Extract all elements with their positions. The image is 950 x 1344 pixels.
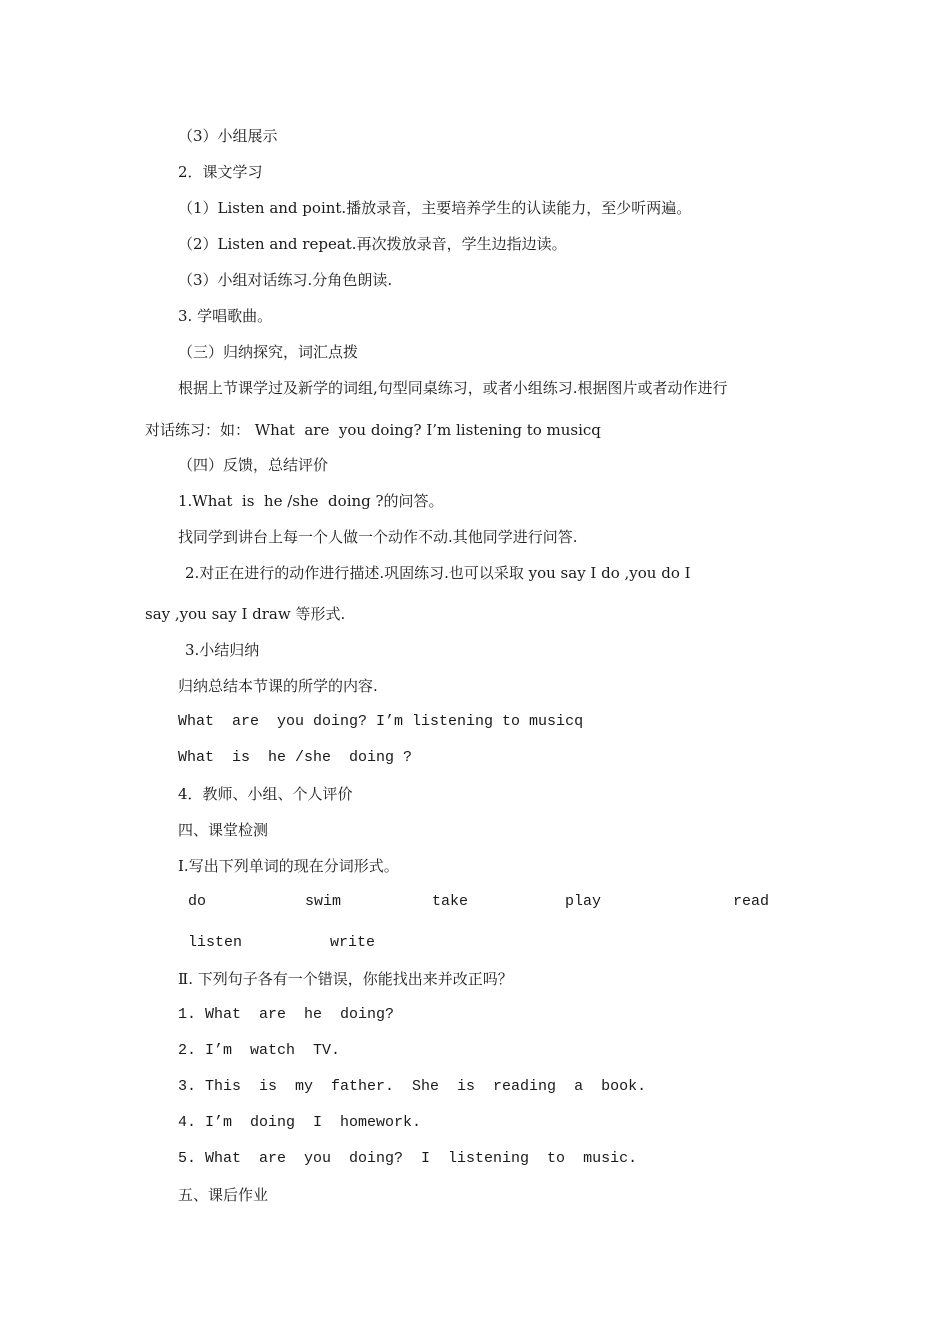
word-item: swim xyxy=(305,893,342,910)
word-item: listen xyxy=(188,934,243,951)
doc-line: （四）反馈，总结评价 xyxy=(178,456,329,474)
doc-line: say ,you say I draw 等形式. xyxy=(145,605,346,623)
doc-line: （3）小组展示 xyxy=(178,127,278,145)
doc-line: 1.What is he /she doing ?的问答。 xyxy=(178,492,444,510)
doc-line: 五、课后作业 xyxy=(178,1186,269,1204)
doc-line: What are you doing? I’m listening to musicq xyxy=(178,713,584,730)
doc-line: What is he /she doing ? xyxy=(178,749,413,766)
doc-line: 找同学到讲台上每一个人做一个动作不动.其他同学进行问答. xyxy=(178,528,578,546)
doc-line: 归纳总结本节课的所学的内容. xyxy=(178,677,378,695)
doc-line: 1. What are he doing? xyxy=(178,1006,395,1023)
doc-line: 3. 学唱歌曲。 xyxy=(178,307,273,325)
doc-line: 2. I’m watch TV. xyxy=(178,1042,341,1059)
doc-line: 根据上节课学过及新学的词组,句型同桌练习，或者小组练习.根据图片或者动作进行 xyxy=(178,379,728,397)
doc-line: 3.小结归纳 xyxy=(185,641,260,659)
doc-line: 3. This is my father. She is reading a book. xyxy=(178,1078,647,1095)
doc-line: 5. What are you doing? I listening to music. xyxy=(178,1150,638,1167)
doc-line: （三）归纳探究，词汇点拨 xyxy=(178,343,359,361)
doc-line: Ⅰ.写出下列单词的现在分词形式。 xyxy=(178,857,399,875)
doc-line: 2.对正在进行的动作进行描述.巩固练习.也可以采取 you say I do ,you do I xyxy=(185,564,691,582)
word-item: write xyxy=(330,934,376,951)
doc-line: （3）小组对话练习.分角色朗读. xyxy=(178,271,393,289)
doc-line: （2）Listen and repeat.再次拨放录音，学生边指边读。 xyxy=(178,235,567,253)
doc-line: 2．课文学习 xyxy=(178,163,263,181)
doc-line: Ⅱ. 下列句子各有一个错误，你能找出来并改正吗？ xyxy=(178,970,513,988)
doc-line: 4. I’m doing I homework. xyxy=(178,1114,422,1131)
word-item: read xyxy=(733,893,770,910)
doc-line: 对话练习：如： What are you doing? I’m listening to musicq xyxy=(145,421,601,439)
doc-line: （1）Listen and point.播放录音，主要培养学生的认读能力，至少听两遍。 xyxy=(178,199,692,217)
word-item: take xyxy=(432,893,469,910)
word-item: do xyxy=(188,893,207,910)
doc-line: 四、课堂检测 xyxy=(178,821,269,839)
doc-line: 4．教师、小组、个人评价 xyxy=(178,785,353,803)
word-item: play xyxy=(565,893,602,910)
